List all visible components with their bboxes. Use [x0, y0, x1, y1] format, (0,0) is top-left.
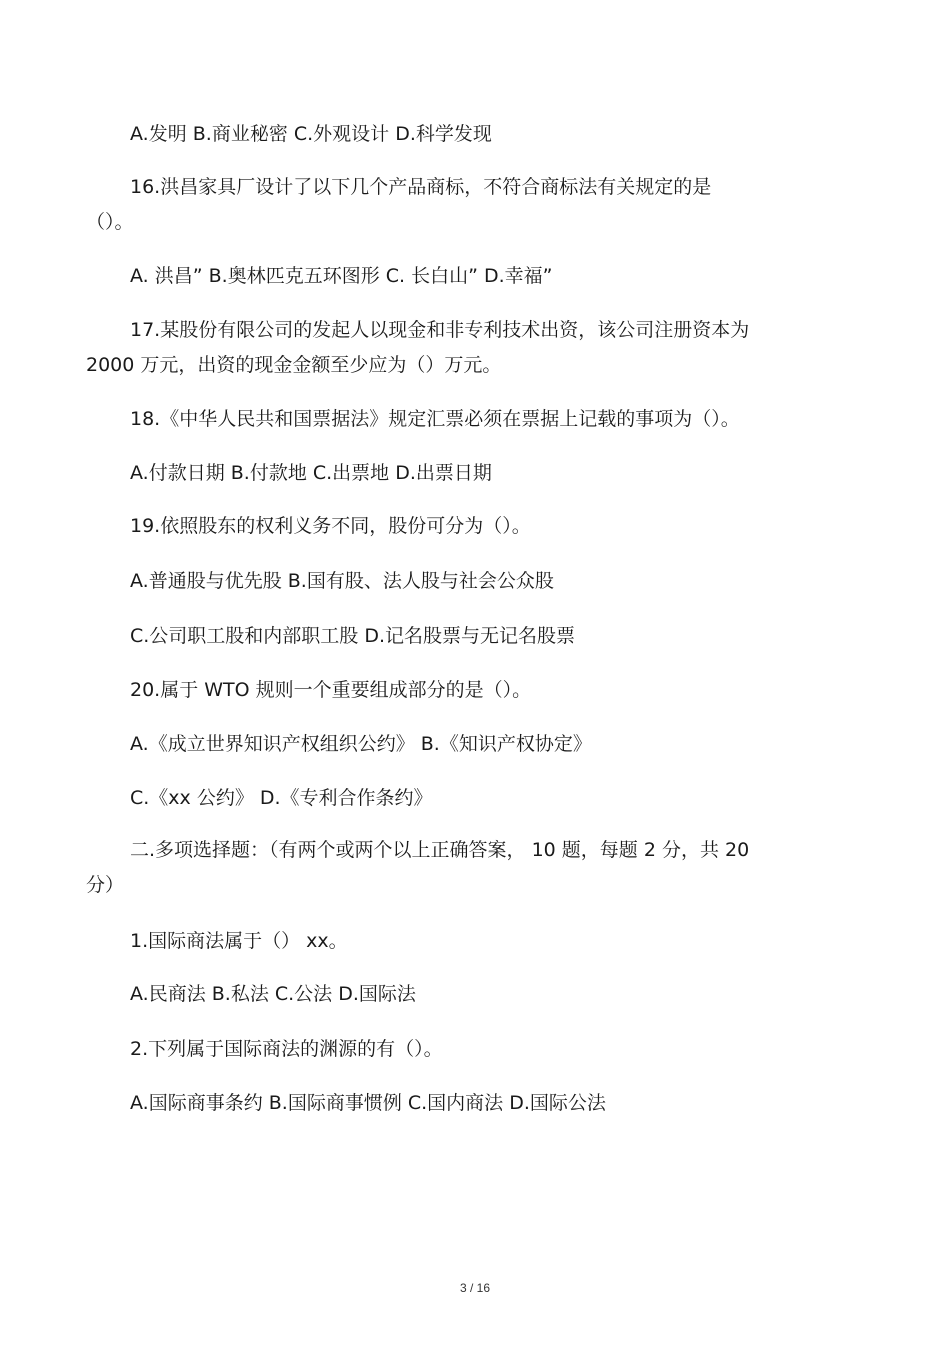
q19-options-cd: C.公司职工股和内部职工股 D.记名股票与无记名股票 — [130, 625, 576, 647]
q20-options-ab: A.《成立世界知识产权组织公约》 B.《知识产权协定》 — [130, 733, 592, 755]
q19-options-ab: A.普通股与优先股 B.国有股、法人股与社会公众股 — [130, 570, 554, 592]
q17-stem: 17.某股份有限公司的发起人以现金和非专利技术出资，该公司注册资本为 — [130, 319, 750, 341]
q16-stem-cont: （）。 — [86, 211, 134, 233]
mq1-stem: 1.国际商法属于（） xx。 — [130, 930, 348, 952]
section-heading-cont: 分） — [86, 874, 125, 896]
q20-options-cd: C.《xx 公约》 D.《专利合作条约》 — [130, 787, 433, 809]
q20-stem: 20.属于 WTO 规则一个重要组成部分的是（）。 — [130, 679, 532, 701]
mq1-options: A.民商法 B.私法 C.公法 D.国际法 — [130, 983, 416, 1005]
q18-stem: 18.《中华人民共和国票据法》规定汇票必须在票据上记载的事项为（）。 — [130, 408, 740, 430]
q18-options: A.付款日期 B.付款地 C.出票地 D.出票日期 — [130, 462, 492, 484]
q17-stem-cont: 2000 万元，出资的现金金额至少应为（）万元。 — [86, 354, 502, 376]
q15-options: A.发明 B.商业秘密 C.外观设计 D.科学发现 — [130, 123, 492, 145]
page-number: 3 / 16 — [459, 1281, 491, 1295]
section-heading-multiple-choice: 二.多项选择题：（有两个或两个以上正确答案， 10 题，每题 2 分，共 20 — [130, 839, 750, 861]
mq2-options: A.国际商事条约 B.国际商事惯例 C.国内商法 D.国际公法 — [130, 1092, 606, 1114]
mq2-stem: 2.下列属于国际商法的渊源的有（）。 — [130, 1038, 443, 1060]
q16-options: A. 洪昌” B.奥林匹克五环图形 C. 长白山” D.幸福” — [130, 265, 553, 287]
q19-stem: 19.依照股东的权利义务不同，股份可分为（）。 — [130, 515, 531, 537]
q16-stem: 16.洪昌家具厂设计了以下几个产品商标，不符合商标法有关规定的是 — [130, 176, 712, 198]
